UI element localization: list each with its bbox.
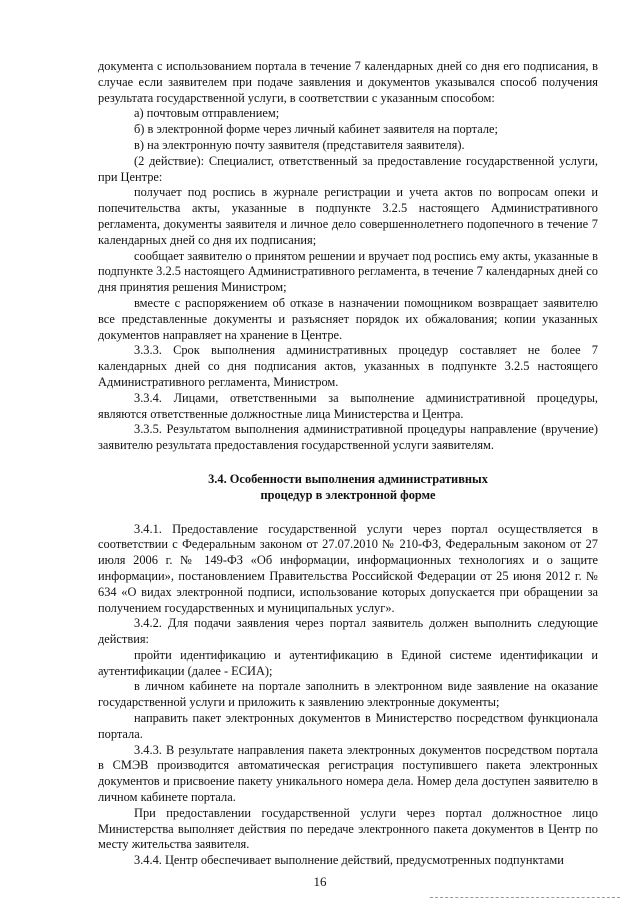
paragraph: пройти идентификацию и аутентификацию в Единой системе идентификации и аутентификации (далее - ЕСИА); <box>98 647 598 678</box>
footer-rule <box>430 897 620 898</box>
paragraph: 3.3.3. Срок выполнения административных процедур составляет не более 7 календарных дней со дня подписания актов, указанных в подпункте 3.2.5 настоящего Административного регламента, Министром. <box>98 343 598 389</box>
paragraph: сообщает заявителю о принятом решении и вручает под роспись ему акты, указанные в подпункте 3.2.5 настоящего Административного регламента, в течение 7 календарных дней со дня принятия решения Министром; <box>98 248 598 295</box>
section-heading-line2: процедур в электронной форме <box>260 487 436 502</box>
paragraph: направить пакет электронных документов в Министерство посредством функционала портала. <box>98 711 598 741</box>
paragraph: а) почтовым отправлением; <box>134 106 280 121</box>
paragraph: в) на электронную почту заявителя (представителя заявителя). <box>134 137 465 152</box>
paragraph: б) в электронной форме через личный кабинет заявителя на портале; <box>134 122 498 137</box>
paragraph: вместе с распоряжением об отказе в назначении помощником возвращает заявителю все представленные документы и разъясняет порядок их обжалования; копии указанных документов направляет на хранение в Центре. <box>98 295 598 342</box>
paragraphs-bottom <box>98 522 598 870</box>
page-number: 16 <box>313 874 327 889</box>
paragraph: 3.3.5. Результатом выполнения административной процедуры направление (вручение) заявителю результата предоставления государственной услуги заявителям. <box>98 422 598 453</box>
paragraph: (2 действие): Специалист, ответственный за предоставление государственной услуги, при Центре: <box>98 153 598 184</box>
paragraph: получает под роспись в журнале регистрации и учета актов по вопросам опеки и попечительства акты, указанные в подпункте 3.2.5 настоящего Административного регламента, документы заявителя и личное дело совершеннолетнего подопечного в течение 7 календарных дней со дня их подписания; <box>98 185 598 247</box>
paragraph: 3.4.4. Центр обеспечивает выполнение действий, предусмотренных подпунктами <box>134 853 564 868</box>
paragraph: документа с использованием портала в течение 7 календарных дней со дня его подписания, в случае если заявителем при подаче заявления и документов указывался способ получения результата государственной услуги, в соответствии с указанным способом: <box>98 59 598 105</box>
document-body <box>98 59 598 869</box>
section-heading-line1: 3.4. Особенности выполнения административных <box>208 471 488 486</box>
paragraph: 3.4.3. В результате направления пакета электронных документов посредством портала в СМЭВ производится автоматическая регистрация поступившего пакета электронных документов и присвоение пакету уникального номера дела. Номер дела доступен заявителю в личном кабинете портала. <box>98 742 598 805</box>
paragraph: 3.4.1. Предоставление государственной услуги через портал осуществляется в соответствии с Федеральным законом от 27.07.2010 № 210-ФЗ, Федеральным законом от 27 июля 2006 г. № 149-ФЗ «Об информации, информационных технологиях и о защите информации», постановлением Правительства Российской Федерации от 25 июня 2012 г. № 634 «О видах электронной подписи, использование которых допускается при обращении за получением государственных и муниципальных услуг». <box>98 521 598 615</box>
paragraph: 3.3.4. Лицами, ответственными за выполнение административной процедуры, являются ответственные должностные лица Министерства и Центра. <box>98 390 598 421</box>
paragraph: При предоставлении государственной услуги через портал должностное лицо Министерства выполняет действия по передаче электронного пакета документов в Центр по месту жительства заявителя. <box>98 805 598 852</box>
paragraph: 3.4.2. Для подачи заявления через портал заявитель должен выполнить следующие действия: <box>98 616 598 647</box>
paragraphs-top <box>98 59 598 454</box>
section-heading <box>98 472 598 504</box>
paragraph: в личном кабинете на портале заполнить в электронном виде заявление на оказание государственной услуги и приложить к заявлению электронные документы; <box>98 679 598 710</box>
